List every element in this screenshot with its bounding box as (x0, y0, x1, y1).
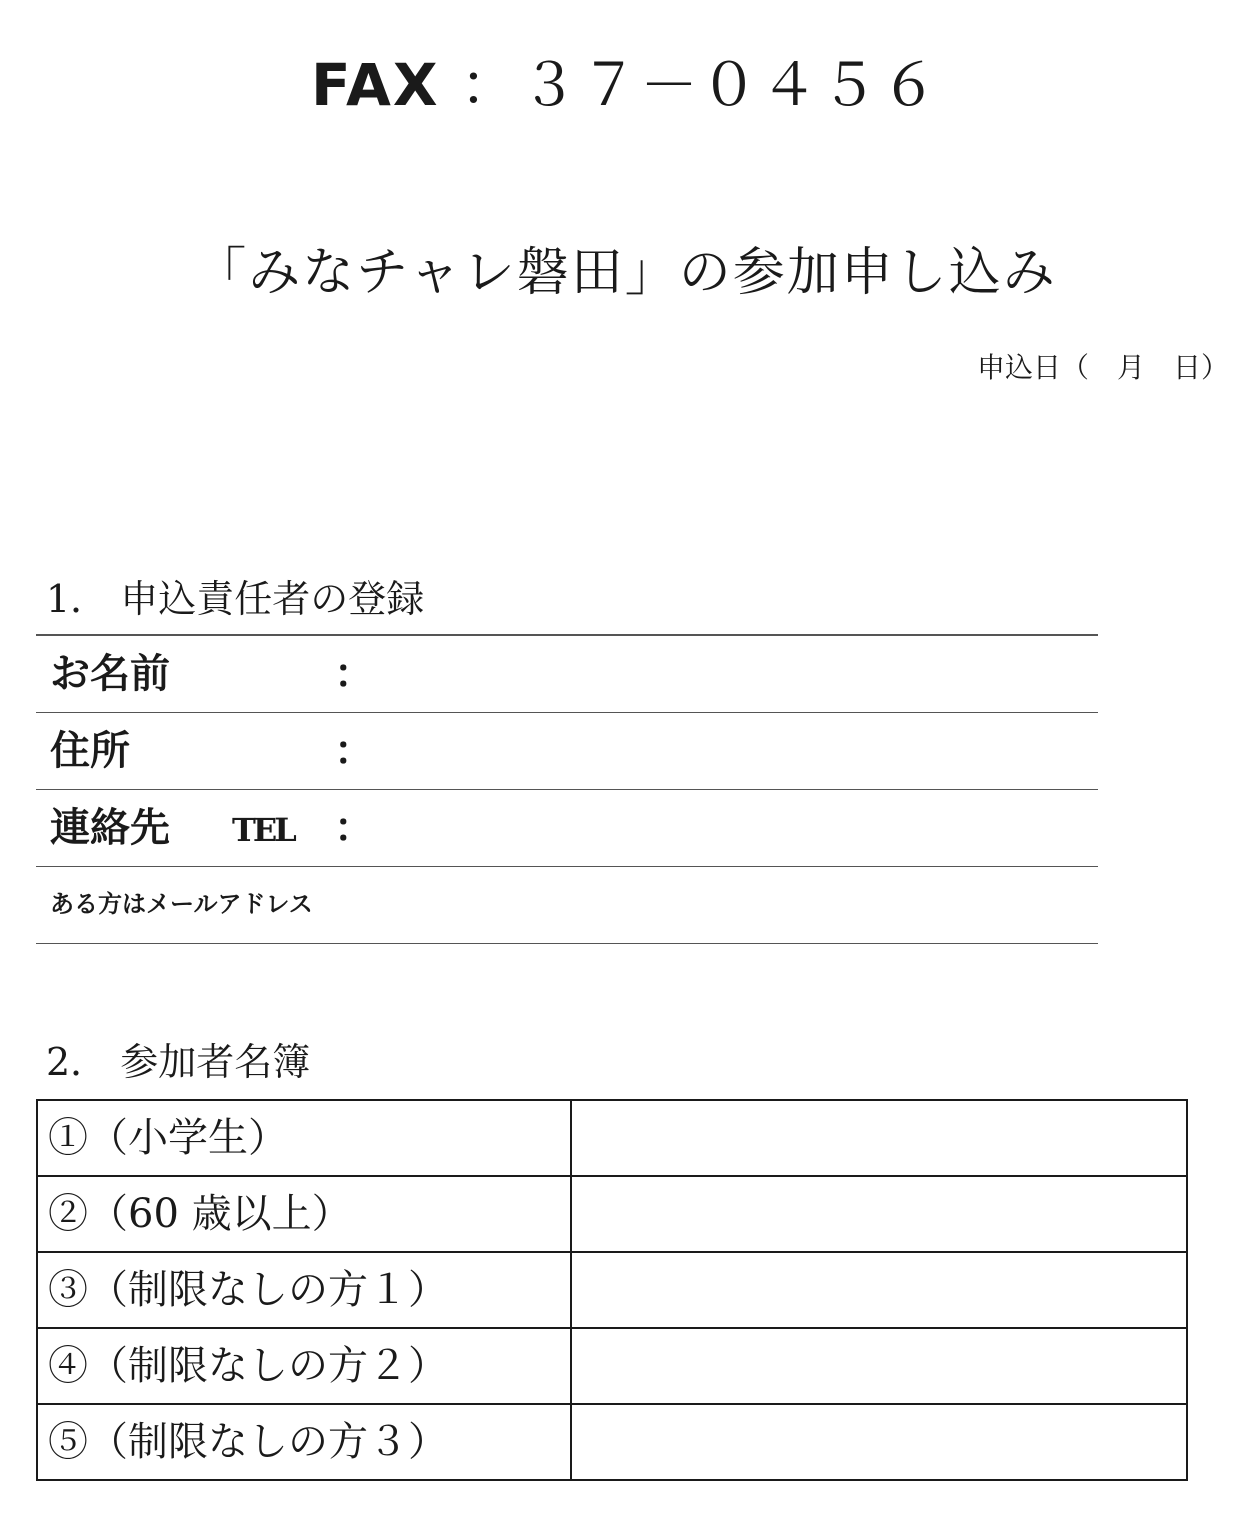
address-colon: ： (334, 728, 374, 774)
participant-label: ⑤（制限なしの方３） (37, 1404, 571, 1480)
application-date: 申込日（ 月 日） (976, 351, 1229, 384)
participant-label: ④（制限なしの方２） (37, 1328, 571, 1404)
name-label: お名前 (50, 651, 170, 697)
participant-row (37, 1252, 1187, 1328)
registration-form (36, 634, 1098, 944)
participant-label: ②（60 歳以上） (37, 1176, 571, 1252)
participant-row (37, 1328, 1187, 1404)
fax-number: ：３７－０４５６ (460, 51, 941, 119)
contact-label: 連絡先 (50, 805, 170, 851)
participant-name-field[interactable] (571, 1328, 1187, 1404)
page-title: 「みなチャレ磐田」の参加申し込み (194, 243, 1057, 303)
participant-name-field[interactable] (571, 1176, 1187, 1252)
address-label: 住所 (50, 728, 130, 774)
participant-row (37, 1176, 1187, 1252)
tel-label: TEL (232, 811, 294, 849)
address-row[interactable] (36, 713, 1098, 790)
fax-number-header (0, 50, 1251, 120)
participant-label: ①（小学生） (37, 1100, 571, 1176)
name-colon: ： (334, 651, 374, 697)
contact-colon: ： (334, 805, 374, 851)
participant-name-field[interactable] (571, 1100, 1187, 1176)
participant-name-field[interactable] (571, 1404, 1187, 1480)
email-note: ある方はメールアドレス (50, 890, 313, 918)
section-registration-heading: 1． 申込責任者の登録 (46, 577, 425, 621)
email-row[interactable] (36, 867, 1098, 944)
participant-row (37, 1100, 1187, 1176)
participant-table (36, 1099, 1188, 1481)
fax-label: FAX (310, 51, 440, 119)
participant-label: ③（制限なしの方１） (37, 1252, 571, 1328)
participant-row (37, 1404, 1187, 1480)
contact-row[interactable] (36, 790, 1098, 867)
name-row[interactable] (36, 636, 1098, 713)
participant-name-field[interactable] (571, 1252, 1187, 1328)
section-participants-heading: 2． 参加者名簿 (46, 1040, 311, 1084)
